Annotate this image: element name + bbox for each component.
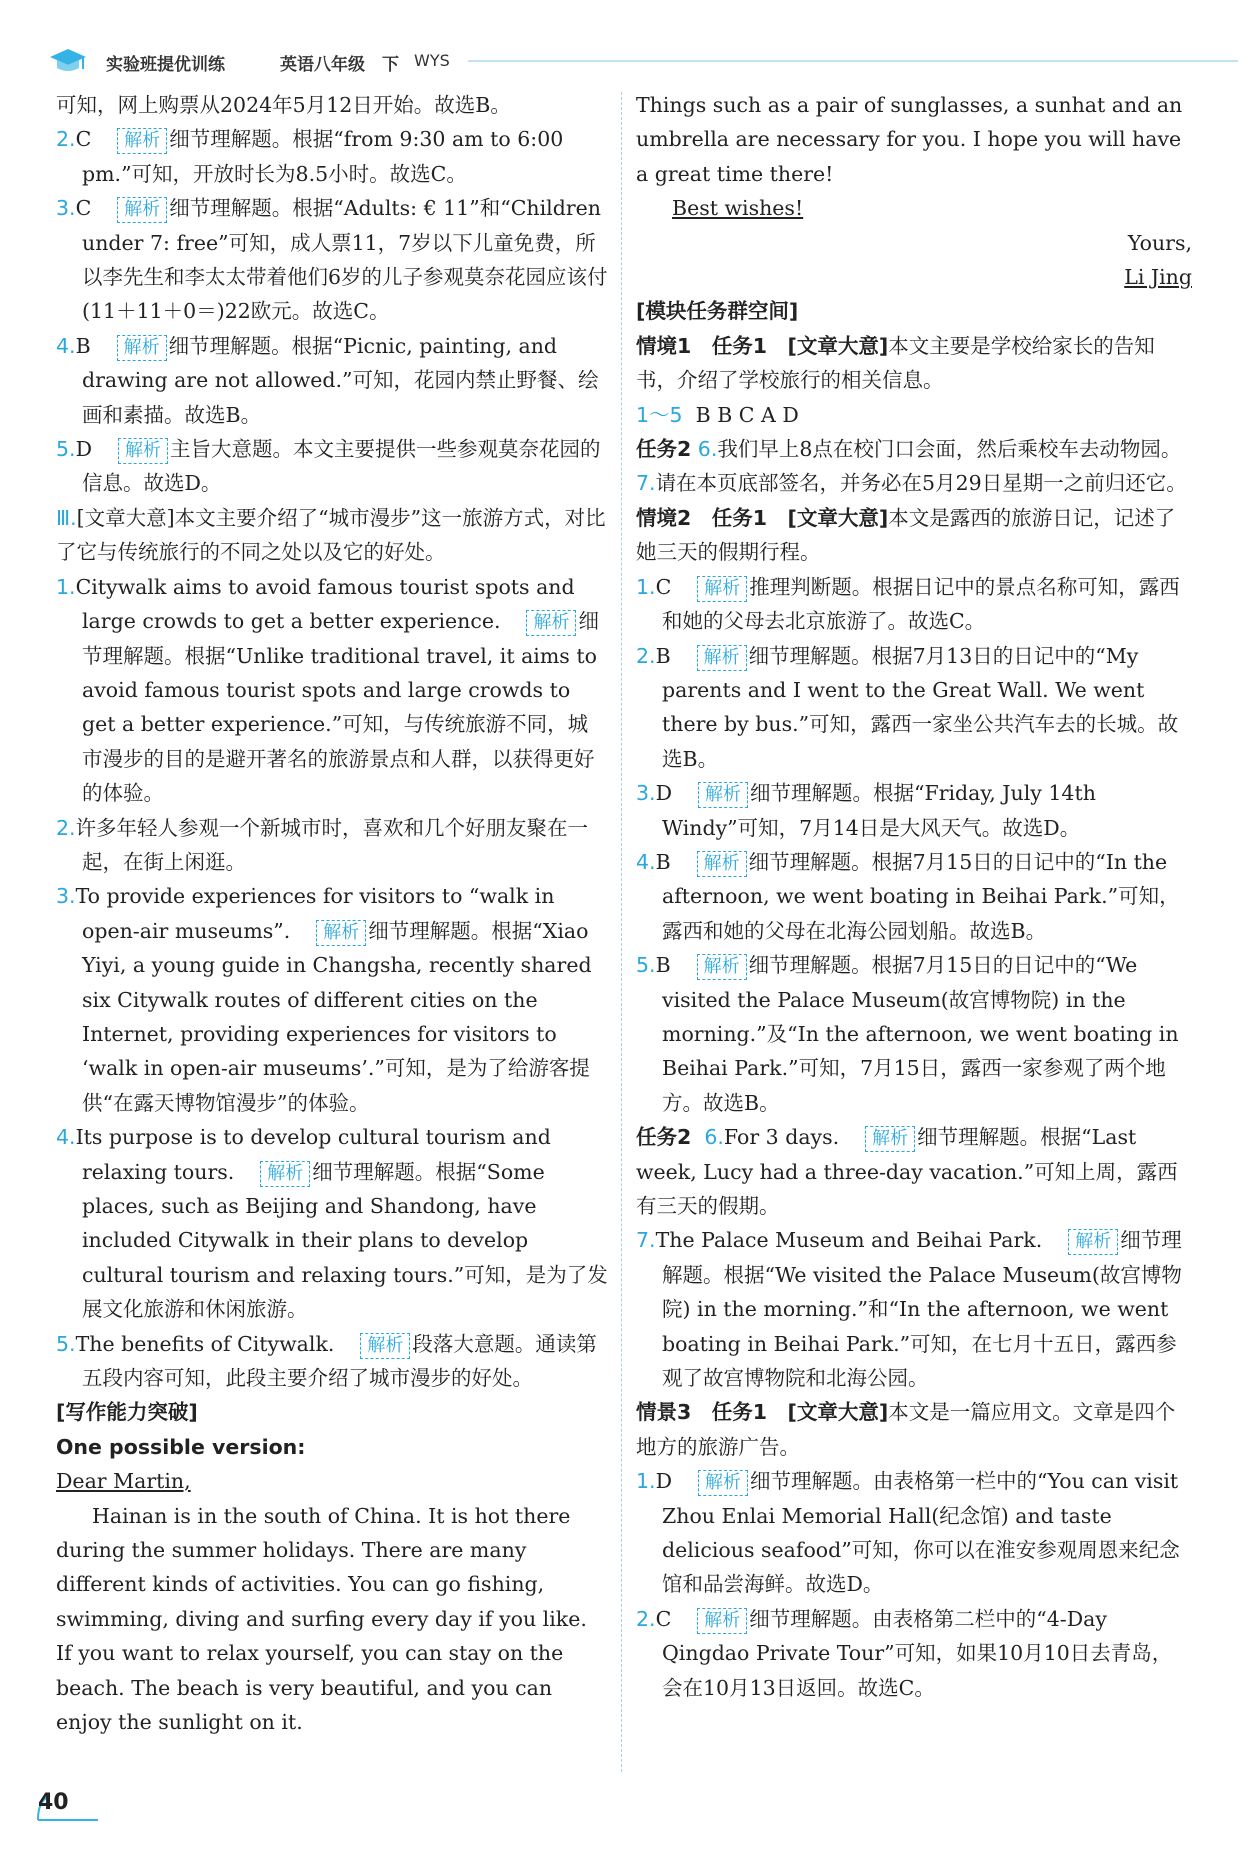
section-three-summary: Ⅲ.[文章大意]本文主要介绍了“城市漫步”这一旅游方式，对比了它与传统旅行的不同之处以及它的好处。 [56, 505, 606, 565]
answer-b4: 4.Its purpose is to develop cultural tourism and relaxing tours. 解析 细节理解题。根据“Some places, such as Beijing and Shandong, have included Citywalk in their plans to develop cultural tourism and relaxing tours.”可知，是为了发展文化旅游和休闲旅游。 [56, 1125, 608, 1322]
page-header [48, 44, 1208, 80]
scenario-2-task2-answer-6: 任务2 6.For 3 days. 解析 细节理解题。根据“Last week, Lucy had a three-day vacation.”可知上周，露西有三天的假期。 [636, 1125, 1178, 1218]
subject-title: 英语八年级 [280, 55, 365, 75]
answer-item-4: 4.B 解析 细节理解题。根据“Picnic, painting, and drawing are not allowed.”可知，花园内禁止野餐、绘画和素描。故选B。 [56, 333, 599, 427]
scenario-2-answer-4: 4.B 解析 细节理解题。根据7月15日的日记中的“In the afternoon, we went boating in Beihai Park.”可知，露西和她的父母在北海公园划船。故选B。 [636, 849, 1180, 943]
letter-paragraph-1: Hainan is in the south of China. It is hot there during the summer holidays. There are many different kinds of activities. You can go fishing, swimming, diving and surfing every day if you like. If you want to relax yourself, you can stay on the beach. The beach is very beautiful, and you can enjoy the sunlight on it. [56, 1503, 587, 1735]
analysis-tag: 解析 [1068, 1229, 1118, 1255]
left-column [56, 88, 608, 1740]
letter-signature: Li Jing [1124, 265, 1192, 290]
analysis-tag: 解析 [526, 610, 576, 636]
answer-item-2: 2.C 解析 细节理解题。根据“from 9:30 am to 6:00 pm.”可知，开放时长为8.5小时。故选C。 [56, 127, 564, 186]
possible-version-label: One possible version: [56, 1434, 306, 1459]
answer-b3: 3.To provide experiences for visitors to “walk in open-air museums”. 解析 细节理解题。根据“Xiao Yiyi, a young guide in Changsha, recently shared six Citywalk routes of different cities on the Internet, providing experiences for visitors to ‘walk in open-air museums’.”可知，是为了给游客提供“在露天博物馆漫步”的体验。 [56, 884, 592, 1115]
column-divider [621, 92, 622, 1772]
page-number: 40 [38, 1790, 69, 1815]
analysis-tag: 解析 [697, 1608, 747, 1634]
analysis-tag: 解析 [118, 438, 168, 464]
scenario-1-answers: 1～5 B B C A D [636, 402, 799, 427]
letter-salutation: Dear Martin, [56, 1469, 191, 1494]
analysis-tag: 解析 [316, 920, 366, 946]
answer-b2: 2.许多年轻人参观一个新城市时，喜欢和几个好朋友聚在一起，在街上闲逛。 [56, 815, 589, 874]
graduation-cap-icon [48, 46, 88, 76]
scenario-2-answer-1: 1.C 解析 推理判断题。根据日记中的景点名称可知，露西和她的父母去北京旅游了。故选C。 [636, 574, 1180, 634]
scenario-3-answer-2: 2.C 解析 细节理解题。由表格第二栏中的“4-Day Qingdao Private Tour”可知，如果10月10日去青岛，会在10月13日返回。故选C。 [636, 1606, 1173, 1700]
edition-label: WYS [414, 51, 450, 70]
analysis-tag: 解析 [117, 197, 167, 223]
scenario-3-summary: 情景3 任务1 [文章大意]本文是一篇应用文。文章是四个地方的旅游广告。 [636, 1400, 1176, 1459]
analysis-tag: 解析 [697, 645, 747, 671]
analysis-tag: 解析 [698, 782, 748, 808]
analysis-tag: 解析 [865, 1126, 915, 1152]
right-column [636, 88, 1192, 1705]
answer-line: 可知，网上购票从2024年5月12日开始。故选B。 [56, 93, 511, 117]
analysis-tag: 解析 [260, 1161, 310, 1187]
answer-item-5: 5.D 解析 主旨大意题。本文主要提供一些参观莫奈花园的信息。故选D。 [56, 437, 601, 496]
task2-answer-7: 7.请在本页底部签名，并务必在5月29日星期一之前归还它。 [636, 471, 1187, 496]
task2-answer-6: 任务2 6.我们早上8点在校门口会面，然后乘校车去动物园。 [636, 437, 1182, 462]
letter-sign-off: Yours, [1127, 230, 1192, 255]
series-title: 实验班提优训练 [106, 55, 225, 75]
scenario-3-answer-1: 1.D 解析 细节理解题。由表格第一栏中的“You can visit Zhou Enlai Memorial Hall(纪念馆) and taste delicious seafood”可知，你可以在淮安参观周恩来纪念馆和品尝海鲜。故选D。 [636, 1469, 1180, 1597]
header-rule [468, 60, 1238, 62]
writing-section-heading: [写作能力突破] [56, 1400, 198, 1425]
scenario-2-answer-2: 2.B 解析 细节理解题。根据7月13日的日记中的“My parents and I went to the Great Wall. We went there by bus.”可知，露西一家坐公共汽车去的长城。故选B。 [636, 643, 1179, 771]
answer-b5: 5.The benefits of Citywalk. 解析 段落大意题。通读第五段内容可知，此段主要介绍了城市漫步的好处。 [56, 1331, 597, 1391]
analysis-tag: 解析 [117, 128, 167, 154]
analysis-tag: 解析 [117, 335, 167, 361]
letter-closing: Best wishes! [672, 196, 804, 221]
scenario-2-task2-answer-7: 7.The Palace Museum and Beihai Park. 解析 细节理解题。根据“We visited the Palace Museum(故宫博物院) in the morning.”和“In the afternoon, we went boating in Beihai Park.”可知，在七月十五日，露西参观了故宫博物院和北海公园。 [636, 1228, 1182, 1391]
answer-item-3: 3.C 解析 细节理解题。根据“Adults: € 11”和“Children under 7: free”可知，成人票11，7岁以下儿童免费，所以李先生和李太太带着他们6岁的儿子参观莫奈花园应该付(11＋11＋0＝)22欧元。故选C。 [56, 196, 608, 324]
scenario-1-summary: 情境1 任务1 [文章大意]本文主要是学校给家长的告知书，介绍了学校旅行的相关信息。 [636, 333, 1155, 393]
letter-paragraph-2: Things such as a pair of sunglasses, a sunhat and an umbrella are necessary for you. I hope you will have a great time there! [636, 93, 1183, 186]
analysis-tag: 解析 [360, 1333, 410, 1359]
analysis-tag: 解析 [698, 1470, 748, 1496]
volume-label: 下 [382, 55, 399, 75]
answer-b1: 1.Citywalk aims to avoid famous tourist spots and large crowds to get a better experience. 解析 细节理解题。根据“Unlike traditional travel, it aims to avoid famous tourist spots and large crowds to get a better experience.”可知，与传统旅游不同，城市漫步的目的是避开著名的旅游景点和人群，以获得更好的体验。 [56, 574, 599, 806]
analysis-tag: 解析 [697, 851, 747, 877]
module-section-heading: [模块任务群空间] [636, 299, 799, 324]
analysis-tag: 解析 [697, 954, 747, 980]
scenario-2-summary: 情境2 任务1 [文章大意]本文是露西的旅游日记，记述了她三天的假期行程。 [636, 505, 1176, 565]
scenario-2-answer-5: 5.B 解析 细节理解题。根据7月15日的日记中的“We visited the Palace Museum(故宫博物院) in the morning.”及“In the afternoon, we went boating in Beihai Park.”可知，7月15日，露西一家参观了两个地方。故选B。 [636, 953, 1179, 1115]
scenario-2-answer-3: 3.D 解析 细节理解题。根据“Friday, July 14th Windy”可知，7月14日是大风天气。故选D。 [636, 781, 1096, 840]
analysis-tag: 解析 [697, 576, 747, 602]
